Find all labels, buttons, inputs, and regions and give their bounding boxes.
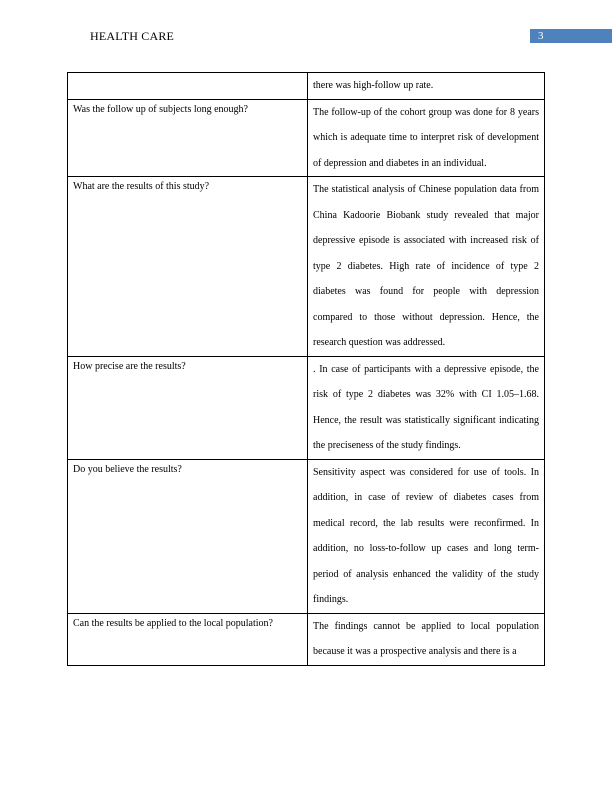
page-number-badge: 3 [530, 29, 612, 43]
question-cell [68, 73, 308, 100]
table-row [68, 459, 545, 613]
question-cell: What are the results of this study? [68, 177, 308, 357]
table-row [68, 177, 545, 357]
question-cell: Can the results be applied to the local population? [68, 613, 308, 665]
answer-cell: Sensitivity aspect was considered for use of tools. In addition, in case of review of diabetes cases from medical record, the lab results were reconfirmed. In addition, no loss-to-follow up cases and long term-period of analysis enhanced the validity of the study findings. [308, 459, 545, 613]
question-cell: Was the follow up of subjects long enough? [68, 99, 308, 177]
answer-cell: The findings cannot be applied to local population because it was a prospective analysis and there is a [308, 613, 545, 665]
table-row [68, 356, 545, 459]
table-row [68, 73, 545, 100]
table-row [68, 613, 545, 665]
running-header-title: HEALTH CARE [90, 29, 175, 43]
critique-table [67, 72, 545, 666]
answer-cell: . In case of participants with a depressive episode, the risk of type 2 diabetes was 32% with CI 1.05–1.68. Hence, the result was statistically significant indicating the preciseness of the study findings. [308, 356, 545, 459]
answer-cell: The statistical analysis of Chinese population data from China Kadoorie Biobank study revealed that major depressive episode is associated with increased risk of type 2 diabetes. High rate of incidence of type 2 diabetes was found for people with depression compared to those without depression. Hence, the research question was addressed. [308, 177, 545, 357]
answer-cell: there was high-follow up rate. [308, 73, 545, 100]
answer-cell: The follow-up of the cohort group was done for 8 years which is adequate time to interpret risk of development of depression and diabetes in an individual. [308, 99, 545, 177]
table-row [68, 99, 545, 177]
question-cell: Do you believe the results? [68, 459, 308, 613]
question-cell: How precise are the results? [68, 356, 308, 459]
